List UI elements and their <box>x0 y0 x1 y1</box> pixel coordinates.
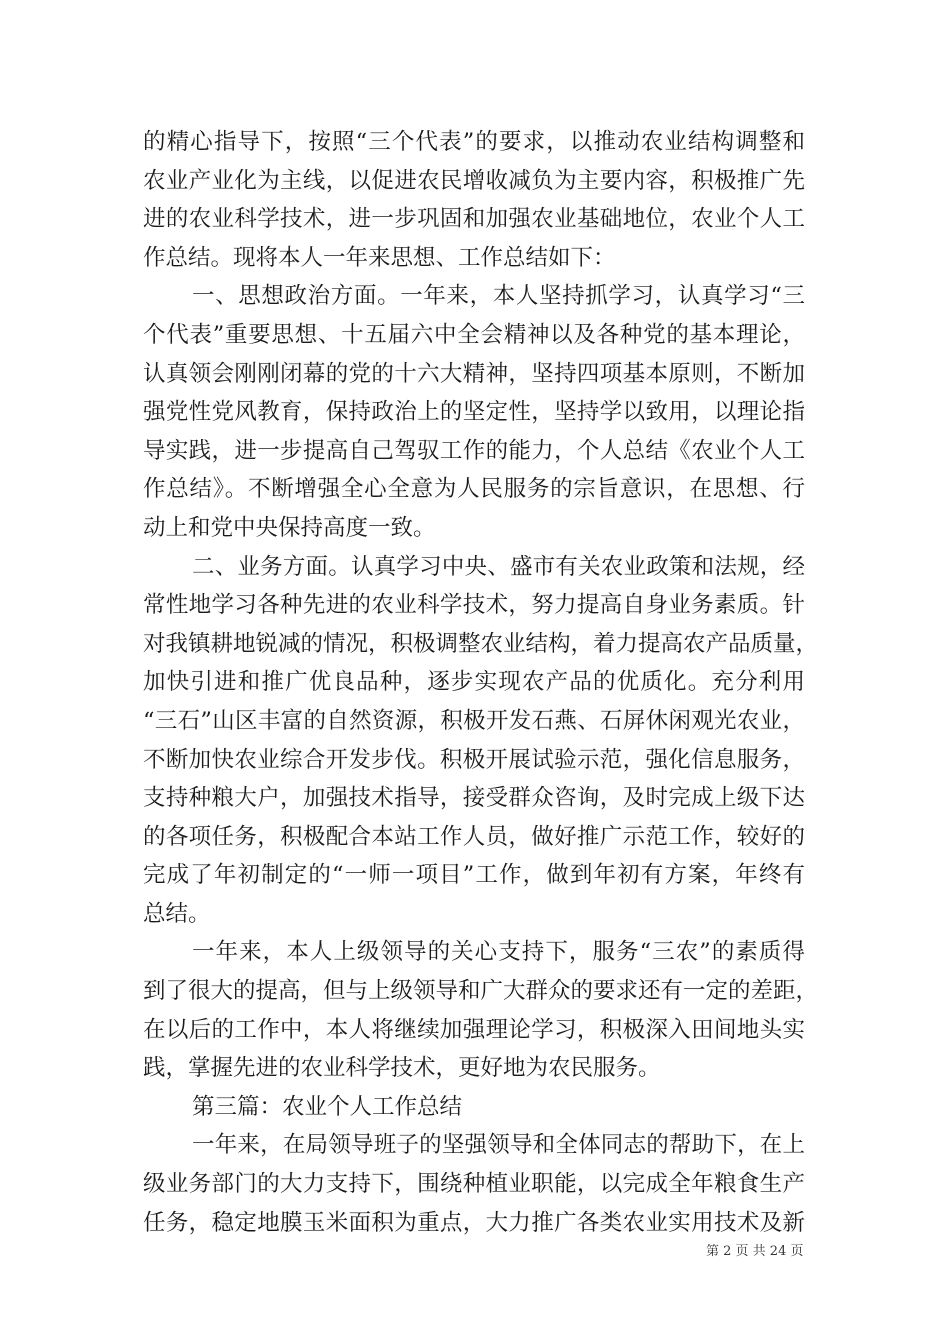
text-line: 认真领会刚刚闭幕的党的十六大精神，坚持四项基本原则，不断加 <box>143 360 805 387</box>
text-line: 级业务部门的大力支持下，围绕种植业职能，以完成全年粮食生产 <box>143 1171 805 1198</box>
text-line: 支持种粮大户，加强技术指导，接受群众咨询，及时完成上级下达 <box>143 785 805 812</box>
text-line: 加快引进和推广优良品种，逐步实现农产品的优质化。充分利用 <box>143 669 805 696</box>
text-line: 不断加快农业综合开发步伐。积极开展试验示范，强化信息服务， <box>143 746 805 773</box>
text-line: 在以后的工作中，本人将继续加强理论学习，积极深入田间地头实 <box>143 1016 805 1043</box>
text-line: 进的农业科学技术，进一步巩固和加强农业基础地位，农业个人工 <box>143 206 805 233</box>
text-line: 任务，稳定地膜玉米面积为重点，大力推广各类农业实用技术及新 <box>143 1209 805 1236</box>
text-line: 强党性党风教育，保持政治上的坚定性，坚持学以致用，以理论指 <box>143 399 805 426</box>
text-line: 作总结》。不断增强全心全意为人民服务的宗旨意识，在思想、行 <box>143 476 805 503</box>
text-line: 导实践，进一步提高自己驾驭工作的能力，个人总结《农业个人工 <box>143 437 805 464</box>
text-line: 的各项任务，积极配合本站工作人员，做好推广示范工作，较好的 <box>143 823 805 850</box>
page-number-footer: 第 2 页 共 24 页 <box>706 1244 804 1259</box>
text-line: 践，掌握先进的农业科学技术，更好地为农民服务。 <box>143 1055 661 1082</box>
section-three-start: 一年来，在局领导班子的坚强领导和全体同志的帮助下，在上 <box>192 1132 805 1159</box>
text-line: 个代表”重要思想、十五届六中全会精神以及各种党的基本理论， <box>143 321 805 348</box>
text-line: “三石”山区丰富的自然资源，积极开发石燕、石屏休闲观光农业， <box>143 707 805 734</box>
text-line: 到了很大的提高，但与上级领导和广大群众的要求还有一定的差距， <box>143 978 819 1005</box>
section-one-start: 一、思想政治方面。一年来，本人坚持抓学习，认真学习“三 <box>192 283 805 310</box>
text-line: 常性地学习各种先进的农业科学技术，努力提高自身业务素质。针 <box>143 592 805 619</box>
text-line: 的精心指导下，按照“三个代表”的要求，以推动农业结构调整和 <box>143 129 805 155</box>
section-two-start: 二、业务方面。认真学习中央、盛市有关农业政策和法规，经 <box>192 553 805 580</box>
text-line: 总结。 <box>143 900 211 927</box>
text-line: 作总结。现将本人一年来思想、工作总结如下： <box>143 244 616 271</box>
text-line: 农业产业化为主线，以促进农民增收减负为主要内容，积极推广先 <box>143 167 805 194</box>
text-line: 动上和党中央保持高度一致。 <box>143 514 436 541</box>
text-line: 完成了年初制定的“一师一项目”工作，做到年初有方案，年终有 <box>143 862 805 889</box>
document-body <box>143 123 819 1242</box>
conclusion-paragraph-start: 一年来，本人上级领导的关心支持下，服务“三农”的素质得 <box>192 939 805 966</box>
text-line: 对我镇耕地锐减的情况，积极调整农业结构，着力提高农产品质量， <box>143 630 819 657</box>
section-heading: 第三篇：农业个人工作总结 <box>192 1093 463 1120</box>
